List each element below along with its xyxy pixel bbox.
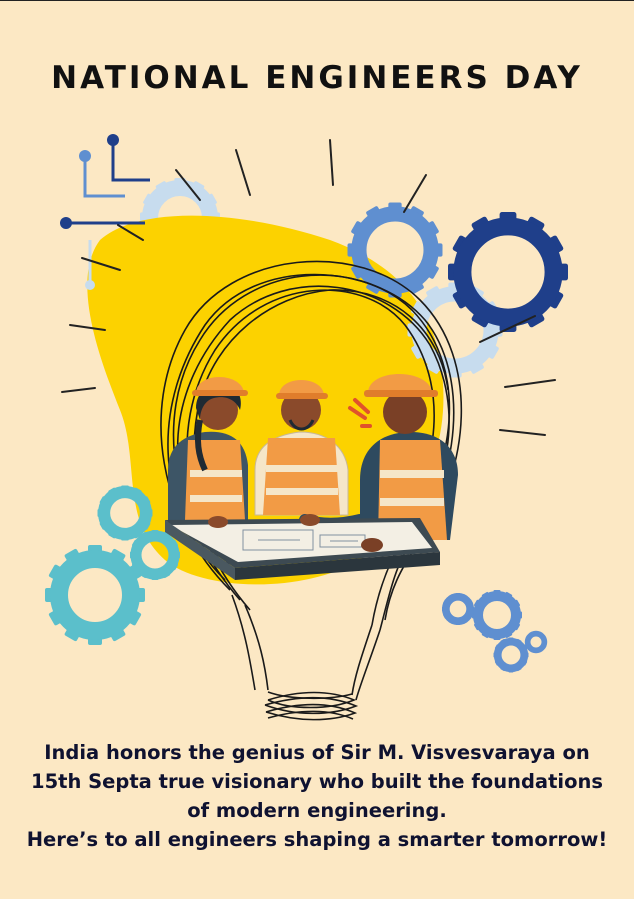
illustration	[0, 120, 634, 730]
message-line: 15th Septa true visionary who built the foundations	[31, 770, 603, 793]
gear-icon	[525, 631, 547, 653]
message-line: India honors the genius of Sir M. Visvesvaraya on	[44, 741, 590, 764]
gear-icon	[448, 212, 568, 332]
page-title: NATIONAL ENGINEERS DAY	[51, 60, 583, 96]
gear-icon	[472, 590, 522, 640]
message-line: of modern engineering.	[187, 799, 447, 822]
top-border	[0, 0, 634, 1]
gear-icon	[494, 638, 529, 673]
gear-icon	[442, 593, 474, 625]
tribute-message	[0, 738, 634, 854]
message-line: Here’s to all engineers shaping a smarter tomorrow!	[26, 828, 608, 851]
gear-icon	[45, 545, 145, 645]
